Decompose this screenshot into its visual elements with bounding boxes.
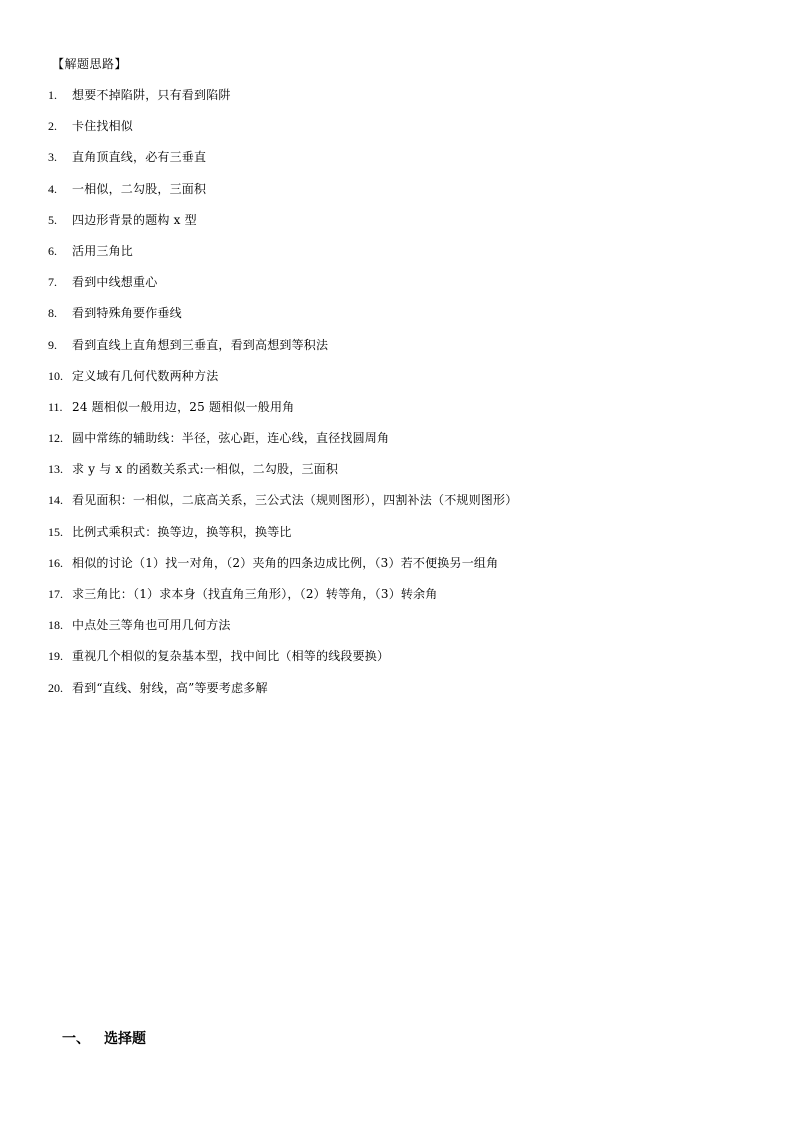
list-item: [48, 524, 768, 555]
list-item: [48, 274, 768, 305]
list-item: [48, 149, 768, 180]
item-number: 15.: [48, 524, 63, 539]
item-number: 11.: [48, 399, 63, 414]
item-text: 看到“直线、射线，高”等要考虑多解: [72, 680, 268, 695]
item-number: 8.: [48, 306, 57, 321]
list-item: [48, 617, 768, 648]
list-item: [48, 212, 768, 243]
item-number: 2.: [48, 119, 57, 134]
item-number: 12.: [48, 431, 63, 446]
list-item: [48, 648, 768, 679]
item-text: 求 y 与 x 的函数关系式:一相似，二勾股，三面积: [72, 462, 339, 477]
item-text: 圆中常练的辅助线：半径，弦心距，连心线，直径找圆周角: [72, 431, 390, 446]
item-text: 卡住找相似: [72, 119, 134, 134]
item-text: 24 题相似一般用边，25 题相似一般用角: [72, 399, 295, 414]
item-text: 定义域有几何代数两种方法: [72, 368, 219, 383]
item-text: 比例式乘积式：换等边，换等积，换等比: [72, 524, 292, 539]
list-item: [48, 87, 768, 118]
list-item: [48, 430, 768, 461]
item-number: 7.: [48, 275, 57, 290]
item-text: 重视几个相似的复杂基本型，找中间比（相等的线段要换）: [72, 649, 390, 664]
item-text: 求三角比：（1）求本身（找直角三角形），（2）转等角，（3）转余角: [72, 587, 438, 601]
item-text: 活用三角比: [72, 243, 134, 258]
item-number: 4.: [48, 181, 57, 196]
item-text: 看到中线想重心: [72, 275, 158, 290]
section-heading: [62, 1030, 146, 1048]
list-item: [48, 118, 768, 149]
item-text: 相似的讨论（1）找一对角，（2）夹角的四条边成比例，（3）若不便换另一组角: [72, 555, 499, 570]
item-number: 1.: [48, 88, 57, 102]
list-item: [48, 555, 768, 586]
item-text: 看到直线上直角想到三垂直，看到高想到等积法: [72, 337, 329, 352]
item-number: 10.: [48, 368, 63, 383]
list-item: [48, 305, 768, 336]
item-text: 一相似，二勾股，三面积: [72, 181, 207, 196]
list-item: [48, 461, 768, 492]
item-text: 中点处三等角也可用几何方法: [72, 618, 231, 633]
item-text: 直角顶直线，必有三垂直: [72, 150, 207, 165]
item-number: 9.: [48, 337, 57, 352]
list-item: [48, 492, 768, 523]
item-text: 看到特殊角要作垂线: [72, 306, 182, 321]
tips-list: [48, 87, 768, 711]
section-number: 一、: [62, 1031, 90, 1047]
item-text: 四边形背景的题构 x 型: [72, 212, 197, 227]
list-item: [48, 181, 768, 212]
item-number: 5.: [48, 212, 57, 227]
list-item: [48, 680, 768, 711]
list-item: [48, 586, 768, 617]
item-number: 6.: [48, 243, 57, 258]
list-item: [48, 243, 768, 274]
item-number: 14.: [48, 493, 63, 508]
item-number: 16.: [48, 555, 63, 570]
item-number: 20.: [48, 680, 63, 695]
section-title: 选择题: [104, 1031, 146, 1047]
item-number: 3.: [48, 150, 57, 165]
item-text: 想要不掉陷阱，只有看到陷阱: [72, 88, 231, 102]
item-number: 18.: [48, 618, 63, 633]
item-number: 13.: [48, 462, 63, 477]
item-number: 19.: [48, 649, 63, 664]
item-number: 17.: [48, 587, 63, 601]
page-heading: 【解题思路】: [52, 57, 128, 71]
item-text: 看见面积：一相似，二底高关系，三公式法（规则图形），四割补法（不规则图形）: [72, 493, 518, 508]
list-item: [48, 337, 768, 368]
list-item: [48, 399, 768, 430]
list-item: [48, 368, 768, 399]
